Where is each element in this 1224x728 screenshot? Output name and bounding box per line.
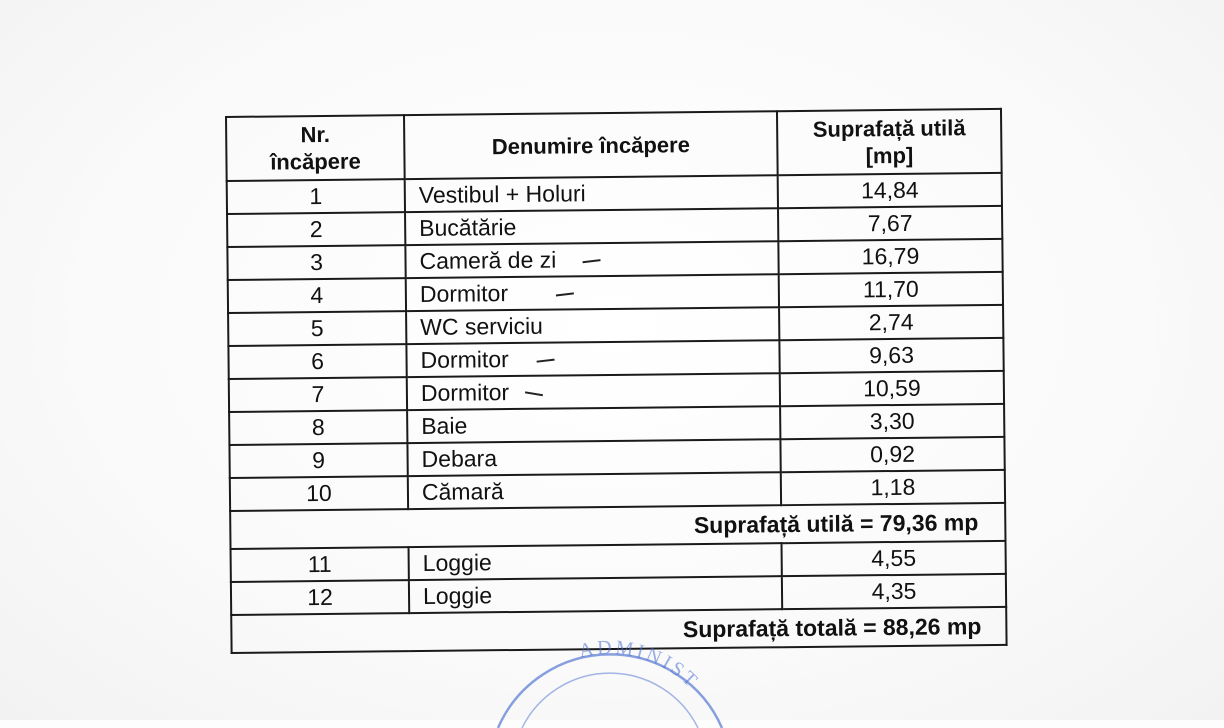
header-room-number-line2: încăpere: [270, 148, 361, 175]
room-number: 12: [231, 580, 409, 615]
room-number: 9: [229, 443, 407, 478]
room-area: 0,92: [780, 437, 1004, 472]
handwritten-dash-mark: [582, 259, 600, 263]
room-number: 4: [228, 278, 406, 313]
table-header-row: [226, 109, 1002, 181]
room-name: Cămară: [408, 472, 781, 509]
room-number: 5: [228, 311, 406, 346]
header-useful-area-line1: Suprafață utilă: [812, 115, 966, 142]
header-room-name: Denumire încăpere: [404, 111, 778, 179]
room-name: Dormitor: [419, 280, 509, 307]
room-name: Vestibul + Holuri: [405, 175, 778, 212]
handwritten-dash-mark: [556, 292, 574, 296]
room-area: 4,55: [782, 541, 1006, 576]
room-area: 16,79: [778, 239, 1002, 274]
room-area-table: [225, 108, 1008, 654]
room-name: Loggie: [409, 576, 782, 613]
room-name: Debara: [407, 439, 780, 476]
header-room-number-line1: Nr.: [300, 121, 331, 148]
handwritten-dash-mark: [537, 359, 555, 363]
header-useful-area-line2: [mp]: [865, 142, 914, 169]
room-name: Baie: [407, 406, 780, 443]
room-area: 4,35: [782, 574, 1006, 609]
header-room-number: [226, 115, 405, 181]
room-area: 11,70: [779, 272, 1003, 307]
grand-total-row: [231, 607, 1006, 653]
room-number: 10: [230, 476, 408, 511]
grand-total-area: Suprafață totală = 88,26 mp: [231, 607, 1006, 653]
room-name-cell: [407, 373, 780, 410]
room-name: Dormitor: [420, 346, 509, 373]
room-name-cell: [405, 241, 778, 278]
stamp-text-path: ADMINIST: [576, 636, 704, 694]
room-number: 7: [229, 377, 407, 412]
room-name-cell: [406, 340, 779, 377]
room-area: 7,67: [778, 206, 1002, 241]
room-name: WC serviciu: [406, 307, 779, 344]
room-number: 8: [229, 410, 407, 445]
header-useful-area: [777, 109, 1002, 175]
useful-area-total: Suprafață utilă = 79,36 mp: [230, 503, 1005, 549]
room-name-cell: [406, 274, 779, 311]
room-name: Bucătărie: [405, 208, 778, 245]
room-number: 11: [231, 547, 409, 582]
room-name: Loggie: [409, 543, 782, 580]
handwritten-dash-mark: [525, 391, 543, 396]
room-area: 9,63: [779, 338, 1003, 373]
room-number: 2: [227, 212, 405, 247]
room-number: 6: [228, 344, 406, 379]
room-name: Cameră de zi: [419, 246, 557, 274]
room-number: 1: [227, 179, 405, 214]
room-area: 10,59: [780, 371, 1004, 406]
room-area: 3,30: [780, 404, 1004, 439]
room-area: 1,18: [781, 470, 1005, 505]
room-area: 2,74: [779, 305, 1003, 340]
room-area-table-container: [225, 108, 1006, 654]
room-area: 14,84: [778, 173, 1002, 208]
room-number: 3: [227, 245, 405, 280]
room-name: Dormitor: [420, 379, 510, 406]
